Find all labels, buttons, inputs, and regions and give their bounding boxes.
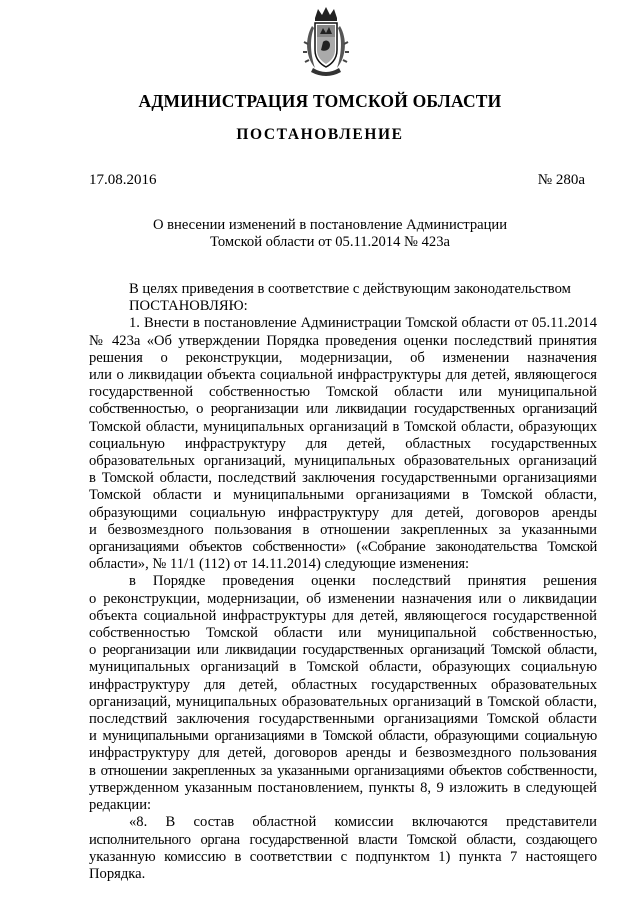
body-line: указанную комиссию в соответствии с подпунктом 1) пункта 7 настоящего: [89, 848, 597, 865]
document-number: № 280а: [537, 172, 585, 188]
body-line: социальную инфраструктуру для детей, областных государственных: [89, 435, 597, 452]
body-line: организациями объектов собственности» («Собрание законодательства Томской: [89, 539, 597, 556]
document-subject: [100, 217, 560, 251]
body-line: Порядка.: [89, 865, 146, 882]
body-line: или о ликвидации объекта социальной инфраструктуры для детей, являющегося: [89, 367, 597, 384]
document-date: 17.08.2016: [89, 172, 157, 188]
body-line: редакции:: [89, 797, 152, 814]
coat-of-arms-icon: [303, 4, 349, 80]
body-line: о реорганизации или ликвидации государственных организаций Томской области,: [89, 642, 597, 659]
body-line: Томской области и муниципальными организациями в Томской области,: [89, 487, 597, 504]
body-line: Томской области, муниципальных организаций в Томской области, образующих: [89, 418, 597, 435]
organization-name: АДМИНИСТРАЦИЯ ТОМСКОЙ ОБЛАСТИ: [138, 91, 502, 111]
body-line: ПОСТАНОВЛЯЮ:: [129, 298, 248, 315]
body-line: организаций, муниципальных образовательных организаций в Томской области,: [89, 693, 597, 710]
body-line: в Томской области, последствий заключения государственными организациями: [89, 470, 597, 487]
body-line: и безвозмездного пользования в отношении закрепленных за указанными: [89, 521, 597, 538]
body-line: государственной собственностью Томской области или муниципальной: [89, 384, 597, 401]
body-line: 1. Внести в постановление Администрации Томской области от 05.11.2014: [129, 315, 597, 332]
body-line: области», № 11/1 (112) от 14.11.2014) следующие изменения:: [89, 556, 470, 573]
body-line: образующими социальную инфраструктуру для детей, договоров аренды: [89, 504, 597, 521]
body-line: объекта социальной инфраструктуры для детей, являющегося государственной: [89, 607, 597, 624]
document-body: [89, 281, 597, 883]
subject-line: Томской области от 05.11.2014 № 423а: [210, 234, 450, 250]
body-line: инфраструктуру для детей, областных государственных образовательных: [89, 676, 597, 693]
body-line: собственностью Томской области или муниципальной собственностью,: [89, 625, 597, 642]
body-line: о реконструкции, модернизации, об изменении назначения или о ликвидации: [89, 590, 597, 607]
body-line: решения о реконструкции, модернизации, об изменении назначения: [89, 349, 597, 366]
body-line: исполнительного органа государственной власти Томской области, создающего: [89, 831, 597, 848]
body-line: собственностью, о реорганизации или ликвидации государственных организаций: [89, 401, 597, 418]
document-type: ПОСТАНОВЛЕНИЕ: [236, 126, 404, 143]
subject-line: О внесении изменений в постановление Администрации: [152, 217, 508, 233]
body-line: образовательных организаций, муниципальных образовательных организаций: [89, 453, 597, 470]
body-line: и муниципальными организациями в Томской области, образующими социальную: [89, 728, 597, 745]
body-line: муниципальных организаций в Томской области, образующих социальную: [89, 659, 597, 676]
body-line: № 423а «Об утверждении Порядка проведения оценки последствий принятия: [89, 332, 597, 349]
body-line: «8. В состав областной комиссии включаются представители: [129, 814, 597, 831]
body-line: В целях приведения в соответствие с действующим законодательством: [129, 281, 571, 297]
body-line: последствий заключения государственными организациями Томской области: [89, 711, 597, 728]
body-line: инфраструктуру для детей, договоров аренды и безвозмездного пользования: [89, 745, 597, 762]
body-line: в отношении закрепленных за указанными организациями объектов собственности,: [89, 762, 597, 779]
body-line: утвержденном указанным постановлением, пункты 8, 9 изложить в следующей: [89, 779, 597, 796]
body-line: в Порядке проведения оценки последствий принятия решения: [129, 573, 597, 590]
